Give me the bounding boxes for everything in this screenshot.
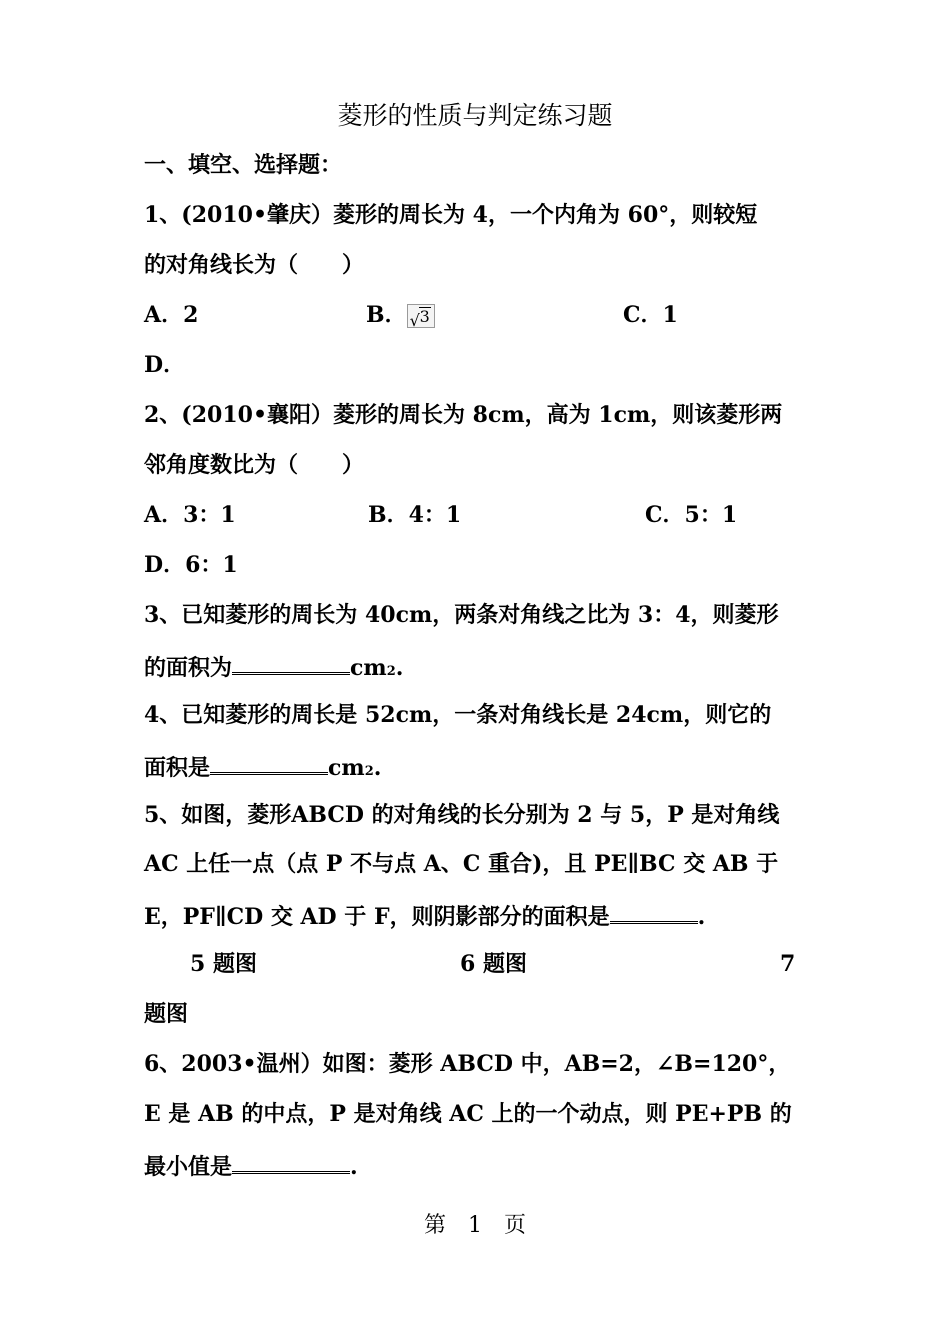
q2-line2: 邻角度数比为（ ）	[144, 452, 365, 478]
q6-line1: 6、2003•温州）如图：菱形 ABCD 中，AB=2，∠B=120°，	[144, 1051, 791, 1077]
q2-line1: 2、(2010•襄阳）菱形的周长为 8cm，高为 1cm，则该菱形两	[144, 402, 783, 428]
q5-prefix: E，PF∥CD 交 AD 于 F，则阴影部分的面积是	[144, 904, 610, 930]
figure-label-5: 5 题图	[190, 951, 257, 977]
q6-line2: E 是 AB 的中点，P 是对角线 AC 上的一个动点，则 PE+PB 的	[144, 1101, 792, 1127]
q4-line1: 4、已知菱形的周长是 52cm，一条对角线长是 24cm，则它的	[144, 702, 772, 728]
q5-end: .	[697, 904, 706, 930]
q5-line2: AC 上任一点（点 P 不与点 A、C 重合)，且 PE∥BC 交 AB 于	[144, 851, 779, 877]
q3-line1: 3、已知菱形的周长为 40cm，两条对角线之比为 3：4，则菱形	[144, 602, 779, 628]
q1-line1: 1、(2010•肇庆）菱形的周长为 4，一个内角为 60°，则较短	[144, 202, 758, 228]
q3-prefix: 的面积为	[144, 655, 233, 681]
q4-answer-blank	[210, 750, 328, 775]
q6-line3	[144, 1149, 358, 1182]
q4-unit-exp: 2	[364, 764, 374, 779]
q5-line1: 5、如图，菱形ABCD 的对角线的长分别为 2 与 5，P 是对角线	[144, 802, 780, 828]
q5-line3	[144, 899, 705, 932]
sqrt-radicand: 3	[419, 307, 430, 326]
q3-line2	[144, 650, 403, 687]
q5-answer-blank	[610, 899, 698, 924]
q1-option-c: C．1	[623, 302, 678, 328]
q3-answer-blank	[232, 650, 350, 675]
page-title: 菱形的性质与判定练习题	[337, 101, 613, 130]
q1-option-a: A．2	[144, 302, 199, 328]
q4-unit: cm	[328, 755, 365, 781]
q3-unit: cm	[350, 655, 387, 681]
figure-label-6: 6 题图	[460, 951, 527, 977]
q6-end: .	[350, 1154, 358, 1180]
figure-label-7-text: 题图	[144, 1001, 189, 1027]
q4-line2	[144, 750, 381, 787]
q3-unit-exp: 2	[386, 664, 396, 679]
q1-option-d: D．	[144, 352, 186, 378]
q6-prefix: 最小值是	[144, 1154, 233, 1180]
q6-answer-blank	[232, 1149, 350, 1174]
q4-prefix: 面积是	[144, 755, 211, 781]
section-heading: 一、填空、选择题：	[144, 152, 343, 178]
q1-line2: 的对角线长为（ ）	[144, 252, 365, 278]
q2-option-c: C．5：1	[645, 502, 738, 528]
page-number-footer: 第 1 页	[424, 1213, 526, 1238]
q2-option-d: D．6：1	[144, 552, 238, 578]
q4-end: .	[373, 755, 382, 781]
q1-option-b-label: B．	[366, 302, 407, 328]
q2-option-b: B．4：1	[368, 502, 462, 528]
figure-label-7-number: 7	[780, 951, 796, 977]
q3-end: .	[395, 655, 404, 681]
q1-option-b	[366, 300, 435, 330]
q2-option-a: A．3：1	[144, 502, 236, 528]
sqrt-image: √ 3	[407, 304, 435, 328]
